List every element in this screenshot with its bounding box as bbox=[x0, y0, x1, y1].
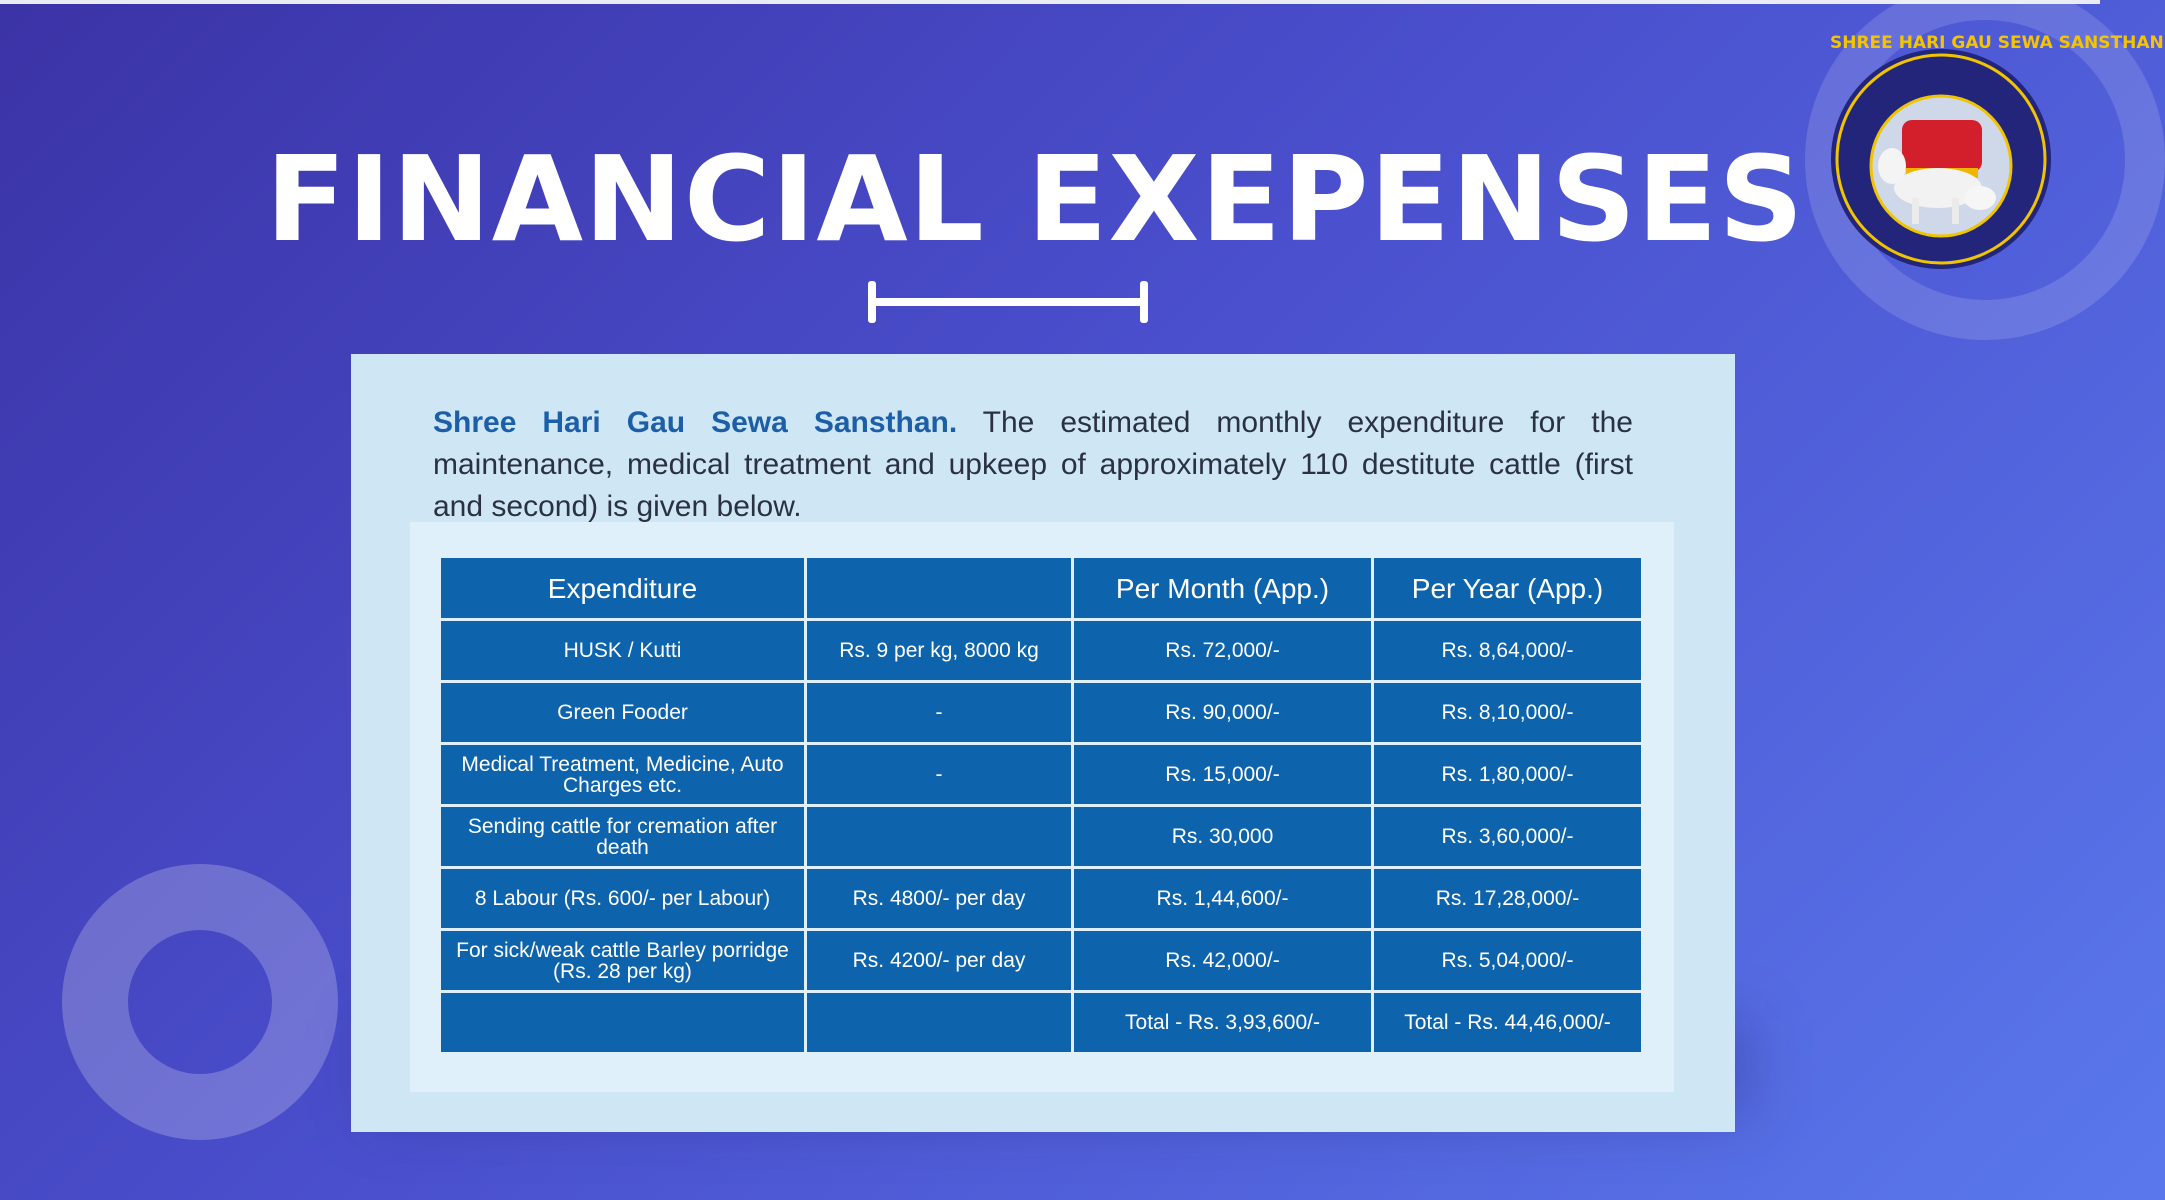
intro-text: The estimated monthly expenditure for the maintenance, medical treatment and upkeep of approximately 110 destitute cattle (first and second) is given below. bbox=[433, 406, 1633, 523]
table-total-row bbox=[440, 992, 1643, 1054]
table-header-row bbox=[440, 557, 1643, 620]
expenditure-item: Medical Treatment, Medicine, Auto Charges etc. bbox=[440, 744, 806, 806]
per-year-value: Rs. 8,10,000/- bbox=[1373, 682, 1643, 744]
per-year-value: Rs. 8,64,000/- bbox=[1373, 620, 1643, 682]
expenditure-item: HUSK / Kutti bbox=[440, 620, 806, 682]
expenditure-rate: Rs. 4200/- per day bbox=[806, 930, 1073, 992]
decorative-ring-bottom-left bbox=[62, 864, 338, 1140]
intro-paragraph bbox=[433, 402, 1633, 528]
per-month-value: Rs. 1,44,600/- bbox=[1073, 868, 1373, 930]
expenditure-rate bbox=[806, 806, 1073, 868]
per-month-value: Rs. 90,000/- bbox=[1073, 682, 1373, 744]
per-year-value: Rs. 3,60,000/- bbox=[1373, 806, 1643, 868]
column-header-per-year: Per Year (App.) bbox=[1373, 557, 1643, 620]
title-underline bbox=[868, 281, 1148, 323]
expenditure-rate: Rs. 4800/- per day bbox=[806, 868, 1073, 930]
table-row bbox=[440, 620, 1643, 682]
column-header-rate bbox=[806, 557, 1073, 620]
table-row bbox=[440, 806, 1643, 868]
total-per-year: Total - Rs. 44,46,000/- bbox=[1373, 992, 1643, 1054]
expenditure-item: Sending cattle for cremation after death bbox=[440, 806, 806, 868]
page-title: FINANCIAL EXEPENSES bbox=[265, 130, 1805, 268]
table-row bbox=[440, 868, 1643, 930]
expenditure-rate: - bbox=[806, 682, 1073, 744]
per-year-value: Rs. 1,80,000/- bbox=[1373, 744, 1643, 806]
organization-name: Shree Hari Gau Sewa Sansthan. bbox=[433, 406, 958, 439]
per-year-value: Rs. 5,04,000/- bbox=[1373, 930, 1643, 992]
expenses-table bbox=[438, 555, 1644, 1055]
expenditure-rate bbox=[806, 992, 1073, 1054]
expenditure-item: For sick/weak cattle Barley porridge (Rs. 28 per kg) bbox=[440, 930, 806, 992]
top-border bbox=[0, 0, 2100, 4]
expenditure-item: Green Fooder bbox=[440, 682, 806, 744]
table-row bbox=[440, 930, 1643, 992]
expenditure-rate: Rs. 9 per kg, 8000 kg bbox=[806, 620, 1073, 682]
per-month-value: Rs. 30,000 bbox=[1073, 806, 1373, 868]
total-per-month: Total - Rs. 3,93,600/- bbox=[1073, 992, 1373, 1054]
expenditure-item bbox=[440, 992, 806, 1054]
table-row bbox=[440, 744, 1643, 806]
per-month-value: Rs. 42,000/- bbox=[1073, 930, 1373, 992]
expenditure-item: 8 Labour (Rs. 600/- per Labour) bbox=[440, 868, 806, 930]
column-header-expenditure: Expenditure bbox=[440, 557, 806, 620]
per-month-value: Rs. 15,000/- bbox=[1073, 744, 1373, 806]
logo-text: SHREE HARI GAU SEWA SANSTHAN bbox=[1830, 33, 2164, 53]
expenditure-rate: - bbox=[806, 744, 1073, 806]
table-row bbox=[440, 682, 1643, 744]
column-header-per-month: Per Month (App.) bbox=[1073, 557, 1373, 620]
per-year-value: Rs. 17,28,000/- bbox=[1373, 868, 1643, 930]
per-month-value: Rs. 72,000/- bbox=[1073, 620, 1373, 682]
